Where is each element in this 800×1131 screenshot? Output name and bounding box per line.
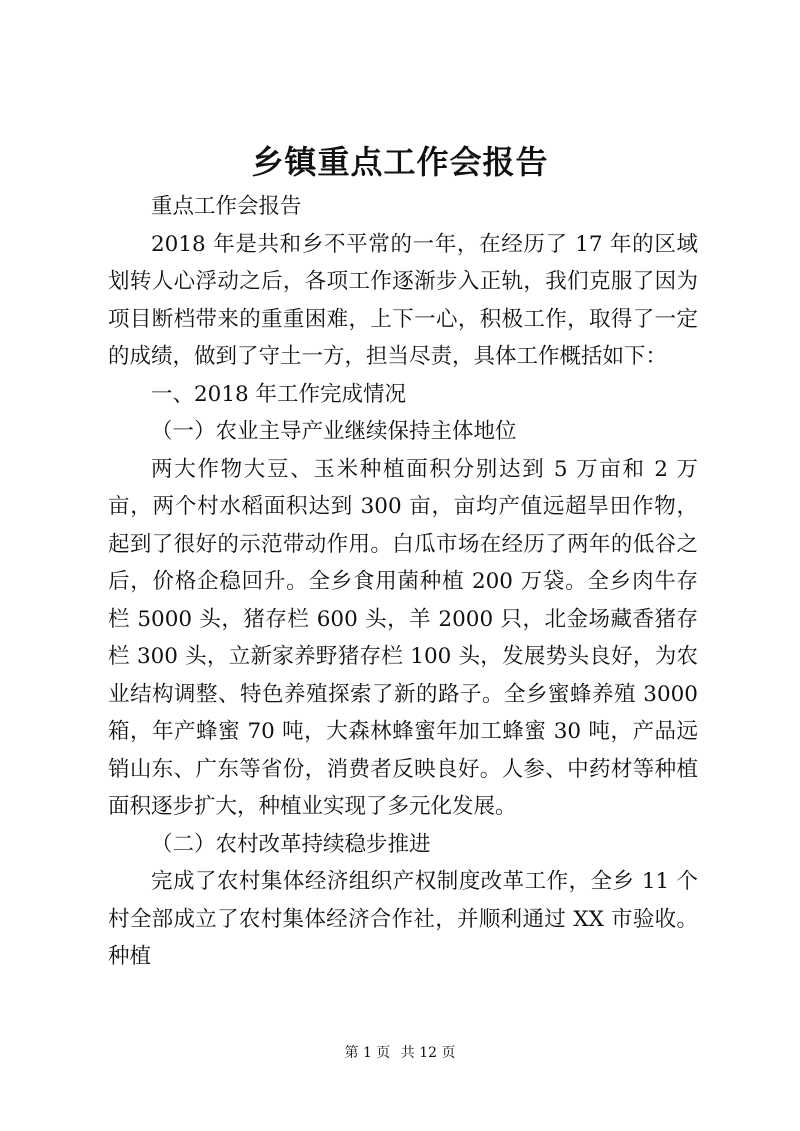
intro-paragraph: 2018 年是共和乡不平常的一年，在经历了 17 年的区域划转人心浮动之后，各项工作逐渐步入正轨，我们克服了因为项目断档带来的重重困难，上下一心，积极工作，取得了一定的成绩，做到了守土一方，担当尽责，具体工作概括如下： bbox=[108, 231, 698, 369]
page-total: 共 12 页 bbox=[400, 1045, 456, 1061]
subsection-heading-1: （一）农业主导产业继续保持主体地位 bbox=[151, 419, 517, 444]
subtitle-paragraph: 重点工作会报告 bbox=[151, 194, 302, 219]
page-footer bbox=[0, 1043, 800, 1063]
document-title: 乡镇重点工作会报告 bbox=[251, 143, 549, 181]
reform-paragraph: 完成了农村集体经济组织产权制度改革工作，全乡 11 个村全部成立了农村集体经济合作社，并顺利通过 XX 市验收。种植 bbox=[108, 869, 698, 969]
section-heading-1: 一、2018 年工作完成情况 bbox=[151, 381, 407, 407]
document-body bbox=[108, 188, 698, 976]
agriculture-paragraph: 两大作物大豆、玉米种植面积分别达到 5 万亩和 2 万亩，两个村水稻面积达到 300 亩，亩均产值远超旱田作物，起到了很好的示范带动作用。白瓜市场在经历了两年的低谷之后，价格企稳回升。全乡食用菌种植 200 万袋。全乡肉牛存栏 5000 头，猪存栏 600 头，羊 2000 只，北金场藏香猪存栏 300 头，立新家养野猪存栏 100 头，发展势头良好，为农业结构调整、特色养殖探索了新的路子。全乡蜜蜂养殖 3000 箱，年产蜂蜜 70 吨，大森林蜂蜜年加工蜂蜜 30 吨，产品远销山东、广东等省份，消费者反映良好。人参、中药材等种植面积逐步扩大，种植业实现了多元化发展。 bbox=[108, 456, 698, 819]
subsection-heading-2: （二）农村改革持续稳步推进 bbox=[151, 831, 431, 857]
page-number: 第 1 页 bbox=[344, 1045, 391, 1061]
